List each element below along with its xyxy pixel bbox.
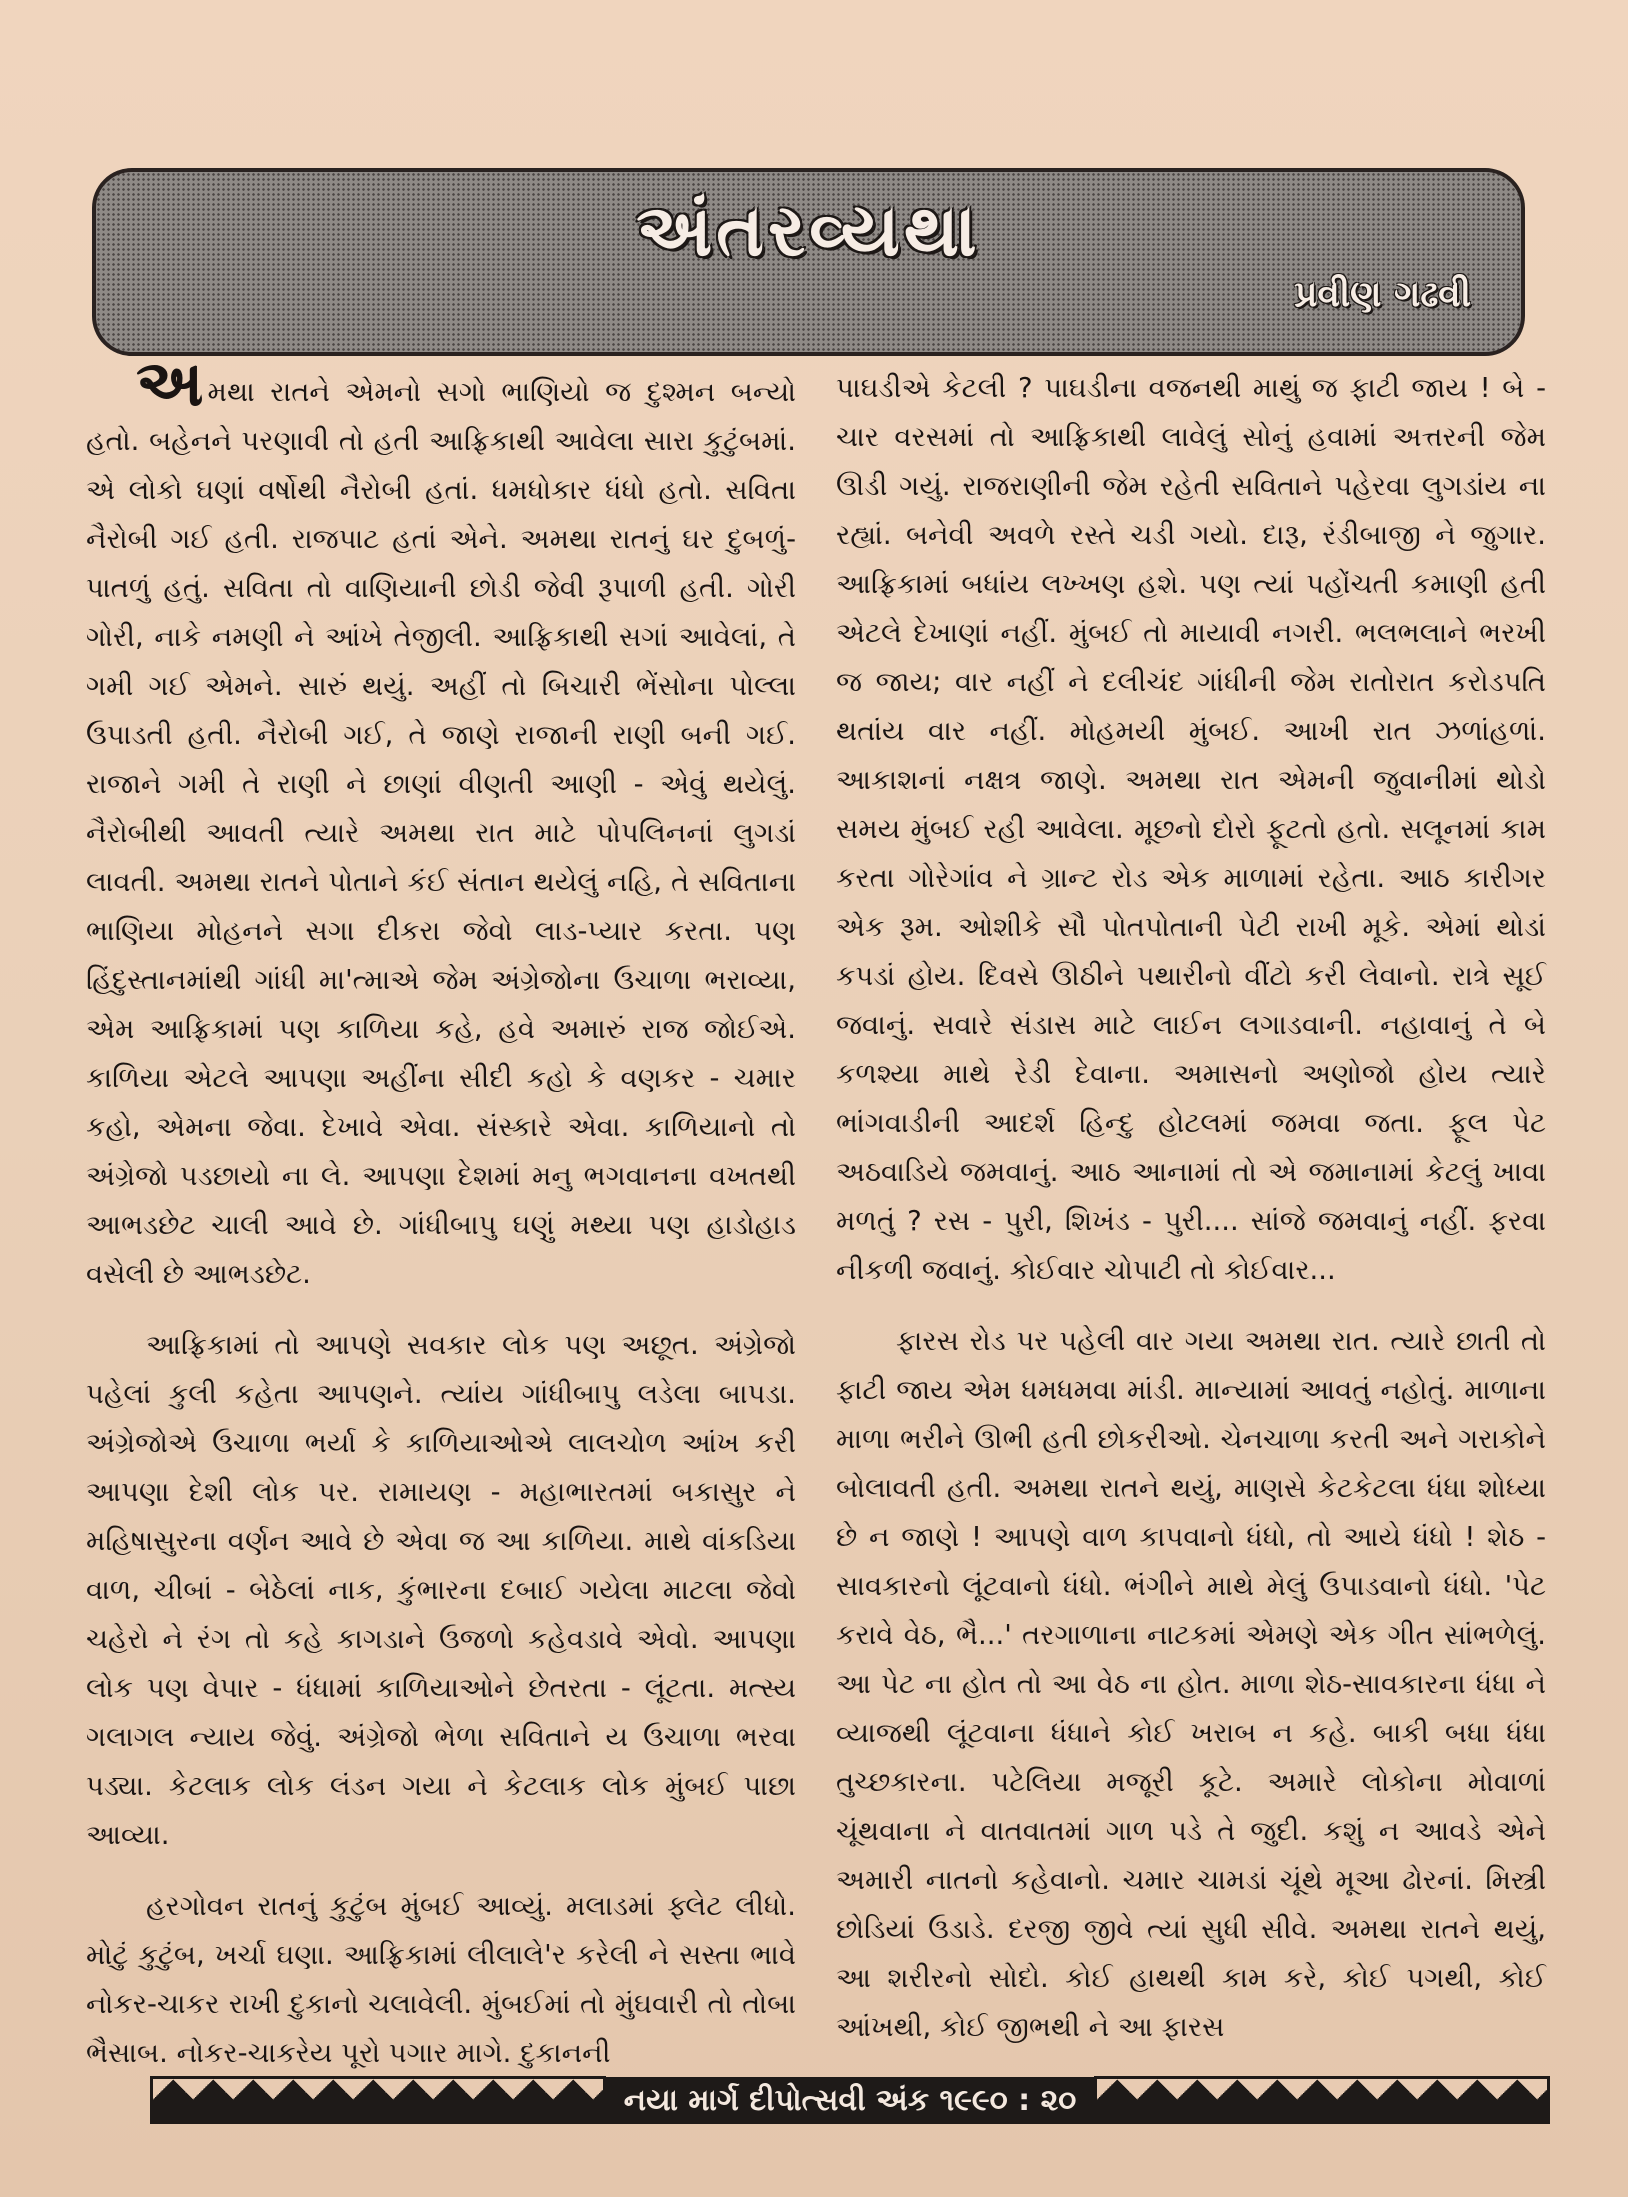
paragraph: ફારસ રોડ પર પહેલી વાર ગયા અમથા રાત. ત્યારે છાતી તો ફાટી જાય એમ ધમધમવા માંડી. માન્યામાં આવતું નહોતું. માળાના માળા ભરીને ઊભી હતી છોકરીઓ. ચેનચાળા કરતી અને ગરાકોને બોલાવતી હતી. અમથા રાતને થયું, માણસે કેટકેટલા ધંધા શોધ્યા છે ન જાણે ! આપણે વાળ કાપવાનો ધંધો, તો આયે ધંધો ! શેઠ - સાવકારનો લૂંટવાનો ધંધો. ભંગીને માથે મેલું ઉપાડવાનો ધંધો. 'પેટ કરાવે વેઠ, ભૈ...' તરગાળાના નાટકમાં એમણે એક ગીત સાંભળેલું. આ પેટ ના હોત તો આ વેઠ ના હોત. માળા શેઠ-સાવકારના ધંધા ને વ્યાજથી લૂંટવાના ધંધાને કોઈ ખરાબ ન કહે. બાકી બધા ધંધા તુચ્છકારના. પટેલિયા મજૂરી કૂટે. અમારે લોકોના મોવાળાં ચૂંથવાના ને વાતવાતમાં ગાળ પડે તે જુદી. કશું ન આવડે એને અમારી નાતનો કહેવાનો. ચમાર ચામડાં ચૂંથે મૂઆ ઢોરનાં. મિસ્ત્રી છોડિયાં ઉડાડે. દરજી જીવે ત્યાં સુધી સીવે. અમથા રાતને થયું, આ શરીરનો સોદો. કોઈ હાથથી કામ કરે, કોઈ પગથી, કોઈ આંખથી, કોઈ જીભથી ને આ ફારસ (836, 1325, 1546, 2043)
zigzag-ornament-left (150, 2076, 606, 2124)
title-banner (92, 168, 1525, 356)
article-title: અંતરવ્યથા (636, 188, 981, 272)
right-column (836, 364, 1546, 2054)
footer-publication: નયા માર્ગ દીપોત્સવી અંક ૧૯૯૦ : ૨૦ (606, 2077, 1095, 2124)
paragraph: હરગોવન રાતનું કુટુંબ મુંબઈ આવ્યું. મલાડમાં ફ્લેટ લીધો. મોટું કુટુંબ, ખર્ચા ઘણા. આફ્રિકામાં લીલાલે'ર કરેલી ને સસ્તા ભાવે નોકર-ચાકર રાખી દુકાનો ચલાવેલી. મુંબઈમાં તો મુંઘવારી તો તોબા ભૈસાબ. નોકર-ચાકરેય પૂરો પગાર માગે. દુકાનની (86, 1890, 796, 2069)
left-column (86, 347, 796, 2069)
paragraph: પાઘડીએ કેટલી ? પાઘડીના વજનથી માથું જ ફાટી જાય ! બે - ચાર વરસમાં તો આફ્રિકાથી લાવેલું સોનું હવામાં અત્તરની જેમ ઊડી ગયું. રાજરાણીની જેમ રહેતી સવિતાને પહેરવા લુગડાંય ના રહ્યાં. બનેવી અવળે રસ્તે ચડી ગયો. દારૂ, રંડીબાજી ને જુગાર. આફ્રિકામાં બધાંય લખ્ખણ હશે. પણ ત્યાં પહોંચતી કમાણી હતી એટલે દેખાણાં નહીં. મુંબઈ તો માયાવી નગરી. ભલભલાને ભરખી જ જાય; વાર નહીં ને દલીચંદ ગાંધીની જેમ રાતોરાત કરોડપતિ થતાંય વાર નહીં. મોહમયી મુંબઈ. આખી રાત ઝળાંહળાં. આકાશનાં નક્ષત્ર જાણે. અમથા રાત એમની જુવાનીમાં થોડો સમય મુંબઈ રહી આવેલા. મૂછનો દોરો ફૂટતો હતો. સલૂનમાં કામ કરતા ગોરેગાંવ ને ગ્રાન્ટ રોડ એક માળામાં રહેતા. આઠ કારીગર એક રૂમ. ઓશીકે સૌ પોતપોતાની પેટી રાખી મૂકે. એમાં થોડાં કપડાં હોય. દિવસે ઊઠીને પથારીનો વીંટો કરી લેવાનો. રાત્રે સૂઈ જવાનું. સવારે સંડાસ માટે લાઈન લગાડવાની. નહાવાનું તે બે કળશ્યા માથે રેડી દેવાના. અમાસનો અણોજો હોય ત્યારે ભાંગવાડીની આદર્શ હિન્દુ હોટલમાં જમવા જતા. ફૂલ પેટ અઠવાડિયે જમવાનું. આઠ આનામાં તો એ જમાનામાં કેટલું ખાવા મળતું ? રસ - પુરી, શિખંડ - પુરી.... સાંજે જમવાનું નહીં. ફરવા નીકળી જવાનું. કોઈવાર ચોપાટી તો કોઈવાર... (836, 372, 1546, 1286)
zigzag-ornament-right (1094, 2076, 1550, 2124)
page-footer (150, 2072, 1550, 2128)
drop-cap: અ (136, 347, 204, 421)
paragraph (86, 347, 796, 1299)
paragraph: આફ્રિકામાં તો આપણે સવકાર લોક પણ અછૂત. અંગ્રેજો પહેલાં કુલી કહેતા આપણને. ત્યાંય ગાંધીબાપુ લડેલા બાપડા. અંગ્રેજોએ ઉચાળા ભર્યા કે કાળિયાઓએ લાલચોળ આંખ કરી આપણા દેશી લોક પર. રામાયણ - મહાભારતમાં બકાસુર ને મહિષાસુરના વર્ણન આવે છે એવા જ આ કાળિયા. માથે વાંકડિયા વાળ, ચીબાં - બેઠેલાં નાક, કુંભારના દબાઈ ગયેલા માટલા જેવો ચહેરો ને રંગ તો કહે કાગડાને ઉજળો કહેવડાવે એવો. આપણા લોક પણ વેપાર - ધંધામાં કાળિયાઓને છેતરતા - લૂંટતા. મત્સ્ય ગલાગલ ન્યાય જેવું. અંગ્રેજો ભેળા સવિતાને ય ઉચાળા ભરવા પડ્યા. કેટલાક લોક લંડન ગયા ને કેટલાક લોક મુંબઈ પાછા આવ્યા. (86, 1329, 796, 1851)
author-name: પ્રવીણ ગઢવી (1294, 274, 1471, 315)
paragraph-text: મથા રાતને એમનો સગો ભાણિયો જ દુશ્મન બન્યો હતો. બહેનને પરણાવી તો હતી આફ્રિકાથી આવેલા સારા કુટુંબમાં. એ લોકો ઘણાં વર્ષોથી નૈરોબી હતાં. ધમધોકાર ધંધો હતો. સવિતા નૈરોબી ગઈ હતી. રાજપાટ હતાં એને. અમથા રાતનું ઘર દુબળું-પાતળું હતું. સવિતા તો વાણિયાની છોડી જેવી રૂપાળી હતી. ગોરી ગોરી, નાકે નમણી ને આંખે તેજીલી. આફ્રિકાથી સગાં આવેલાં, તે ગમી ગઈ એમને. સારું થયું. અહીં તો બિચારી ભેંસોના પોલ્લા ઉપાડતી હતી. નૈરોબી ગઈ, તે જાણે રાજાની રાણી બની ગઈ. રાજાને ગમી તે રાણી ને છાણાં વીણતી આણી - એવું થયેલું. નૈરોબીથી આવતી ત્યારે અમથા રાત માટે પોપલિનનાં લુગડાં લાવતી. અમથા રાતને પોતાને કંઈ સંતાન થયેલું નહિ, તે સવિતાના ભાણિયા મોહનને સગા દીકરા જેવો લાડ-પ્યાર કરતા. પણ હિંદુસ્તાનમાંથી ગાંધી મા'ત્માએ જેમ અંગ્રેજોના ઉચાળા ભરાવ્યા, એમ આફ્રિકામાં પણ કાળિયા કહે, હવે અમારું રાજ જોઈએ. કાળિયા એટલે આપણા અહીંના સીદી કહો કે વણકર - ચમાર કહો, એમના જેવા. દેખાવે એવા. સંસ્કારે એવા. કાળિયાનો તો અંગ્રેજો પડછાયો ના લે. આપણા દેશમાં મનુ ભગવાનના વખતથી આભડછેટ ચાલી આવે છે. ગાંધીબાપુ ઘણું મથ્યા પણ હાડોહાડ વસેલી છે આભડછેટ. (86, 376, 796, 1290)
